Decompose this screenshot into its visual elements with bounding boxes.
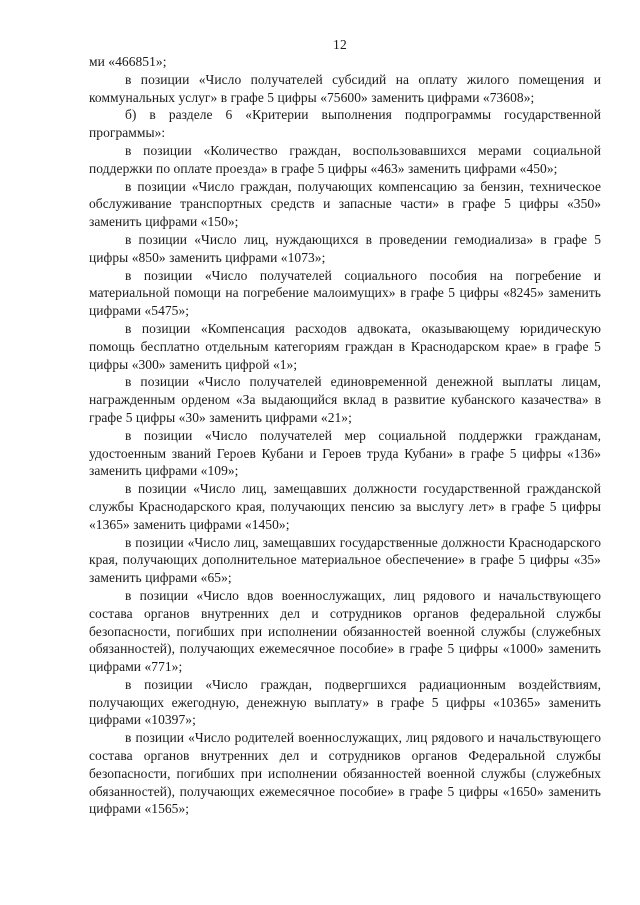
paragraph: в позиции «Число получателей единовременной денежной выплаты лицам, награжденным орденом «За выдающийся вклад в развитие кубанского казачества» в графе 5 цифры «30» заменить цифрами «21»; xyxy=(89,374,601,425)
paragraph: в позиции «Число лиц, замещавших должности государственной гражданской службы Краснодарского края, получающих пенсию за выслугу лет» в графе 5 цифры «1365» заменить цифрами «1450»; xyxy=(89,481,601,532)
paragraph: в позиции «Число лиц, замещавших государственные должности Краснодарского края, получающих дополнительное материальное обеспечение» в графе 5 цифры «35» заменить цифрами «65»; xyxy=(89,534,601,586)
paragraph: в позиции «Количество граждан, воспользовавшихся мерами социальной поддержки по оплате проезда» в графе 5 цифры «463» заменить цифрами «450»; xyxy=(89,142,601,176)
paragraph: в позиции «Число получателей субсидий на оплату жилого помещения и коммунальных услуг» в графе 5 цифры «75600» заменить цифрами «73608»; xyxy=(89,71,601,105)
paragraph: ми «466851»; xyxy=(89,54,167,69)
paragraph: в позиции «Компенсация расходов адвоката, оказывающему юридическую помощь бесплатно отдельным категориям граждан в Краснодарском крае» в графе 5 цифры «300» заменить цифрой «1»; xyxy=(89,320,601,372)
paragraph: в позиции «Число граждан, получающих компенсацию за бензин, техническое обслуживание транспортных средств и запасные части» в графе 5 цифры «350» заменить цифрами «150»; xyxy=(89,178,601,230)
paragraph: в позиции «Число вдов военнослужащих, лиц рядового и начальствующего состава органов внутренних дел и сотрудников органов федеральной службы безопасности, погибших при исполнении обязанностей военной службы (служебных обязанностей), получающих ежемесячное пособие» в графе 5 цифры «1000» заменить цифрами «771»; xyxy=(89,587,601,675)
document-body xyxy=(89,53,601,818)
page-number: 12 xyxy=(333,37,347,52)
paragraph: в позиции «Число граждан, подвергшихся радиационным воздействиям, получающих ежегодную, денежную выплату» в графе 5 цифры «10365» заменить цифрами «10397»; xyxy=(89,676,601,728)
paragraph: в позиции «Число получателей социального пособия на погребение и материальной помощи на погребение малоимущих» в графе 5 цифры «8245» заменить цифрами «5475»; xyxy=(89,267,601,319)
paragraph: в позиции «Число родителей военнослужащих, лиц рядового и начальствующего состава органов внутренних дел и сотрудников органов Федеральной службы безопасности, погибших при исполнении обязанностей военной службы (служебных обязанностей), получающих ежемесячное пособие» в графе 5 цифры «1650» заменить цифрами «1565»; xyxy=(89,730,601,817)
paragraph: в позиции «Число лиц, нуждающихся в проведении гемодиализа» в графе 5 цифры «850» заменить цифрами «1073»; xyxy=(89,231,601,265)
paragraph: в позиции «Число получателей мер социальной поддержки гражданам, удостоенным званий Героев Кубани и Героев труда Кубани» в графе 5 цифры «136» заменить цифрами «109»; xyxy=(89,427,601,479)
paragraph: б) в разделе 6 «Критерии выполнения подпрограммы государственной программы»: xyxy=(89,107,601,141)
